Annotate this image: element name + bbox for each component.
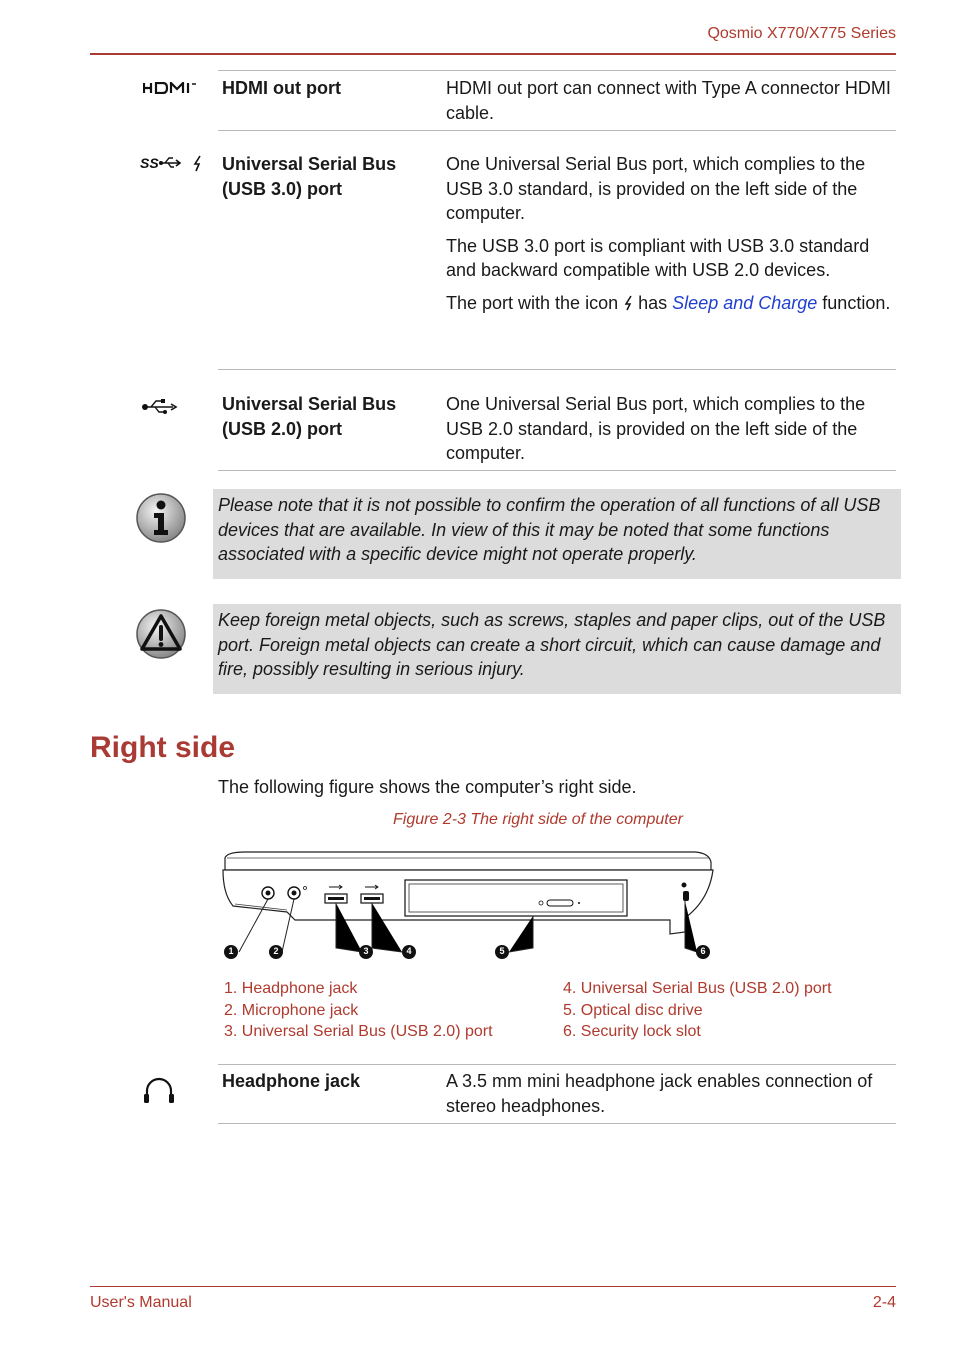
- warning-note: [213, 604, 901, 694]
- callout-number: 2: [273, 946, 279, 956]
- figure-caption: Figure 2-3 The right side of the computer: [393, 811, 683, 828]
- callout-badge-5: [494, 944, 510, 960]
- legend-item: 3. Universal Serial Bus (USB 2.0) port: [224, 1023, 493, 1040]
- callout-number: 1: [228, 946, 234, 956]
- row-label-usb2: Universal Serial Bus (USB 2.0) port: [222, 394, 397, 439]
- table-row-divider: [218, 1064, 896, 1065]
- callout-badge-2: [268, 944, 284, 960]
- callout-badge-6: [695, 944, 711, 960]
- row-desc-paragraph: HDMI out port can connect with Type A connector HDMI cable.: [446, 78, 891, 123]
- footer-page-number: 2-4: [872, 1294, 896, 1311]
- warning-icon: [135, 608, 187, 660]
- legend-item: 1. Headphone jack: [224, 980, 358, 997]
- table-row-divider: [218, 369, 896, 370]
- row-desc-usb3: [446, 152, 896, 323]
- legend-item: 5. Optical disc drive: [563, 1001, 703, 1019]
- table-row-divider: [218, 470, 896, 471]
- callout-number: 4: [406, 946, 412, 956]
- legend-item: 2. Microphone jack: [224, 1001, 359, 1019]
- footer-rule: [90, 1286, 896, 1287]
- row-desc-usb2: [446, 392, 896, 474]
- row-label-headphone: Headphone jack: [222, 1071, 361, 1091]
- sentence-end: function.: [822, 292, 891, 313]
- table-row-divider: [218, 70, 896, 71]
- row-label-hdmi: HDMI out port: [222, 78, 341, 98]
- row-label-usb3: Universal Serial Bus (USB 3.0) port: [222, 154, 397, 199]
- callout-number: 5: [499, 946, 505, 956]
- info-note: [213, 489, 901, 579]
- row-desc-headphone: A 3.5 mm mini headphone jack enables connection of stereo headphones.: [446, 1071, 873, 1116]
- footer-manual-title: User's Manual: [90, 1294, 192, 1311]
- callout-badge-1: [223, 944, 239, 960]
- row-desc-paragraph: One Universal Serial Bus port, which complies to the USB 3.0 standard, is provided on the left side of the computer.: [446, 154, 866, 223]
- callout-number: 6: [700, 946, 706, 956]
- usb3-sleep-charge-icon: [140, 154, 204, 172]
- callout-number: 3: [363, 946, 369, 956]
- row-desc-paragraph: The USB 3.0 port is compliant with USB 3.0 standard and backward compatible with USB 2.0 devices.: [446, 235, 870, 280]
- header-rule: [90, 53, 896, 55]
- callout-badge-4: [401, 944, 417, 960]
- sentence-start: The port with the icon: [446, 292, 619, 313]
- headphone-icon: [141, 1075, 177, 1105]
- sentence-middle: has: [638, 292, 668, 313]
- hdmi-icon: [143, 82, 197, 94]
- info-note-text: Please note that it is not possible to confirm the operation of all functions of all USB devices that are available. In view of this it may be noted that some functions associated with a specific device might not operate properly.: [218, 495, 881, 564]
- table-row-divider: [218, 1123, 896, 1124]
- info-icon: [135, 492, 187, 544]
- sleep-and-charge-link[interactable]: Sleep and Charge: [672, 292, 818, 313]
- section-intro: The following figure shows the computer’s right side.: [218, 777, 637, 797]
- row-desc-paragraph: One Universal Serial Bus port, which complies to the USB 2.0 standard, is provided on the left side of the computer.: [446, 394, 866, 463]
- sleep-charge-icon: [623, 295, 633, 311]
- figure-legend-left: [224, 978, 554, 1043]
- svg-text:SS: SS: [140, 155, 159, 171]
- figure-legend-right: [563, 978, 893, 1043]
- legend-item: 4. Universal Serial Bus (USB 2.0) port: [563, 980, 832, 997]
- row-desc-paragraph: [446, 291, 896, 316]
- legend-item: 6. Security lock slot: [563, 1023, 701, 1040]
- table-row-divider: [218, 130, 896, 131]
- warning-note-text: Keep foreign metal objects, such as screws, staples and paper clips, out of the USB port. Foreign metal objects can create a short circuit, which can cause damage and fire, possibly resulting in serious injury.: [218, 610, 886, 679]
- usb-icon: [141, 397, 181, 415]
- callout-badge-3: [358, 944, 374, 960]
- right-side-figure: [215, 848, 725, 966]
- row-desc-hdmi: [446, 76, 896, 133]
- section-heading: Right side: [90, 731, 236, 764]
- running-header-title: Qosmio X770/X775 Series: [707, 25, 896, 42]
